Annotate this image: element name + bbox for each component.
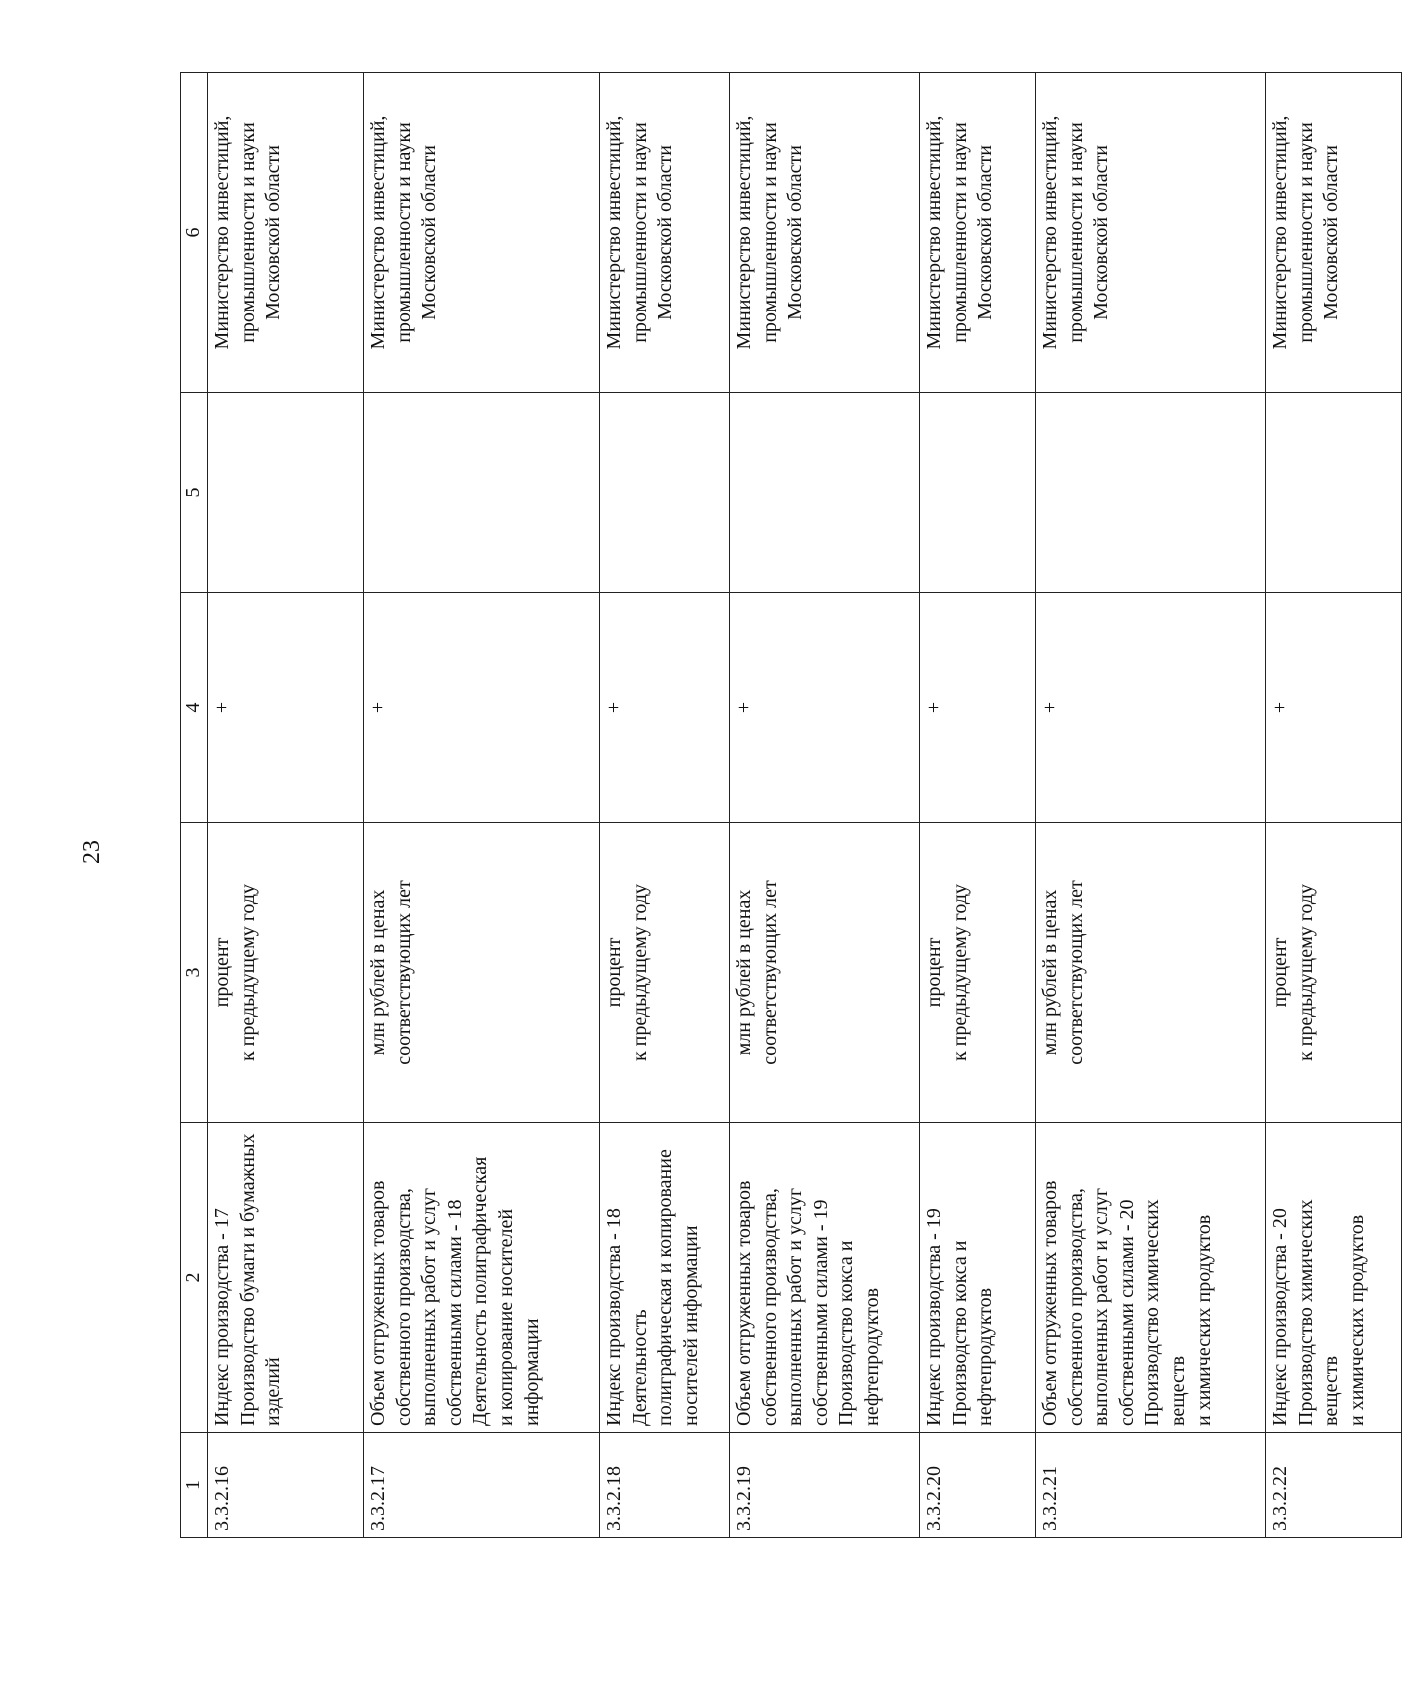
page-number-text: 23 xyxy=(79,840,105,864)
cell-line: полиграфическая и копирование xyxy=(654,1149,677,1426)
cell-line: к предыдущему году xyxy=(948,883,971,1062)
cell-line: Московской области xyxy=(262,145,285,320)
cell-line: собственного производства, xyxy=(1064,1188,1087,1426)
page-number xyxy=(72,822,112,882)
column-5-cell xyxy=(364,393,600,593)
cell-line: Министерство инвестиций, xyxy=(367,115,389,350)
unit-cell xyxy=(1266,823,1402,1123)
table-row xyxy=(1266,73,1402,1538)
indicator-name-cell xyxy=(364,1123,600,1433)
cell-line: Производство кокса и нефтепродуктов xyxy=(948,1240,997,1426)
cell-line: Московской области xyxy=(1320,145,1343,320)
mark-cell: + xyxy=(1266,593,1402,823)
indicator-table xyxy=(180,72,1402,1538)
cell-line: и химических продуктов xyxy=(1192,1214,1215,1426)
row-code-cell: 3.3.2.22 xyxy=(1266,1433,1402,1538)
cell-line: промышленности и науки xyxy=(392,122,415,343)
cell-line: собственными силами - 18 xyxy=(443,1199,466,1426)
cell-line: соответствующих лет xyxy=(392,880,415,1065)
cell-line: промышленности и науки xyxy=(1294,122,1317,343)
table-row xyxy=(730,73,920,1538)
mark-cell: + xyxy=(364,593,600,823)
cell-line: промышленности и науки xyxy=(758,122,781,343)
column-5-cell xyxy=(730,393,920,593)
cell-line: промышленности и науки xyxy=(628,122,651,343)
responsible-cell xyxy=(730,73,920,393)
cell-line: Деятельность полиграфическая xyxy=(469,1156,492,1426)
cell-line: Министерство инвестиций, xyxy=(1269,115,1291,350)
row-code-cell: 3.3.2.21 xyxy=(1036,1433,1266,1538)
responsible-cell xyxy=(208,73,364,393)
cell-line: промышленности и науки xyxy=(948,122,971,343)
cell-line: процент xyxy=(923,937,945,1008)
cell-line: выполненных работ и услуг xyxy=(784,1187,807,1426)
header-cell-5: 5 xyxy=(181,393,208,593)
cell-line: носителей информации xyxy=(679,1225,702,1426)
cell-line: процент xyxy=(1269,937,1291,1008)
responsible-cell xyxy=(600,73,730,393)
row-code-cell: 3.3.2.18 xyxy=(600,1433,730,1538)
indicator-name-cell xyxy=(208,1123,364,1433)
cell-line: промышленности и науки xyxy=(1064,122,1087,343)
table-row xyxy=(364,73,600,1538)
indicator-table-wrapper xyxy=(180,73,1368,1538)
column-5-cell xyxy=(600,393,730,593)
cell-line: к предыдущему году xyxy=(628,883,651,1062)
unit-cell xyxy=(208,823,364,1123)
cell-line: Московской области xyxy=(654,145,677,320)
cell-line: собственного производства, xyxy=(758,1188,781,1426)
cell-line: соответствующих лет xyxy=(1064,880,1087,1065)
header-cell-2: 2 xyxy=(181,1123,208,1433)
unit-cell xyxy=(920,823,1036,1123)
cell-line: процент xyxy=(603,937,625,1008)
header-cell-3: 3 xyxy=(181,823,208,1123)
cell-line: к предыдущему году xyxy=(1294,883,1317,1062)
cell-line: процент xyxy=(211,937,233,1008)
row-code-cell: 3.3.2.17 xyxy=(364,1433,600,1538)
cell-line: Индекс производства - 19 xyxy=(923,1208,945,1426)
cell-line: млн рублей в ценах xyxy=(1039,889,1061,1056)
cell-line: и копирование носителей информации xyxy=(494,1208,543,1426)
cell-line: собственного производства, xyxy=(392,1188,415,1426)
cell-line: Производство химических веществ xyxy=(1294,1199,1343,1426)
unit-cell xyxy=(730,823,920,1123)
cell-line: Московской области xyxy=(974,145,997,320)
indicator-name-cell xyxy=(1036,1123,1266,1433)
cell-line: выполненных работ и услуг xyxy=(1090,1187,1113,1426)
cell-line: и химических продуктов xyxy=(1345,1214,1368,1426)
cell-line: Производство химических веществ xyxy=(1141,1199,1189,1426)
cell-line: изделий xyxy=(262,1357,285,1426)
cell-line: Объем отгруженных товаров xyxy=(367,1180,389,1426)
cell-line: промышленности и науки xyxy=(236,122,259,343)
table-header-row xyxy=(181,73,208,1538)
cell-line: Индекс производства - 18 Деятельность xyxy=(603,1208,651,1426)
indicator-name-cell xyxy=(1266,1123,1402,1433)
cell-line: Министерство инвестиций, xyxy=(1039,115,1061,350)
cell-line: Объем отгруженных товаров xyxy=(733,1180,755,1426)
cell-line: Московской области xyxy=(784,145,807,320)
cell-line: Московской области xyxy=(1090,145,1113,320)
row-code-cell: 3.3.2.16 xyxy=(208,1433,364,1538)
responsible-cell xyxy=(920,73,1036,393)
cell-line: соответствующих лет xyxy=(758,880,781,1065)
column-5-cell xyxy=(208,393,364,593)
indicator-name-cell xyxy=(920,1123,1036,1433)
header-cell-1: 1 xyxy=(181,1433,208,1538)
table-row xyxy=(600,73,730,1538)
indicator-name-cell xyxy=(600,1123,730,1433)
cell-line: Министерство инвестиций, xyxy=(603,115,625,350)
table-row xyxy=(1036,73,1266,1538)
cell-line: Министерство инвестиций, xyxy=(733,115,755,350)
unit-cell xyxy=(364,823,600,1123)
header-cell-4: 4 xyxy=(181,593,208,823)
cell-line: Производство бумаги и бумажных xyxy=(236,1133,259,1426)
cell-line: млн рублей в ценах xyxy=(733,889,755,1056)
row-code-cell: 3.3.2.20 xyxy=(920,1433,1036,1538)
cell-line: Московской области xyxy=(418,145,441,320)
column-5-cell xyxy=(1036,393,1266,593)
cell-line: Министерство инвестиций, xyxy=(923,115,945,350)
table-row xyxy=(208,73,364,1538)
mark-cell: + xyxy=(730,593,920,823)
responsible-cell xyxy=(1036,73,1266,393)
cell-line: к предыдущему году xyxy=(236,883,259,1062)
indicator-name-cell xyxy=(730,1123,920,1433)
cell-line: Индекс производства - 17 xyxy=(211,1208,233,1426)
unit-cell xyxy=(1036,823,1266,1123)
column-5-cell xyxy=(920,393,1036,593)
cell-line: млн рублей в ценах xyxy=(367,889,389,1056)
responsible-cell xyxy=(1266,73,1402,393)
responsible-cell xyxy=(364,73,600,393)
cell-line: собственными силами - 20 xyxy=(1115,1199,1138,1426)
cell-line: Производство кокса и нефтепродуктов xyxy=(835,1240,883,1426)
cell-line: Министерство инвестиций, xyxy=(211,115,233,350)
mark-cell: + xyxy=(920,593,1036,823)
cell-line: собственными силами - 19 xyxy=(809,1199,832,1426)
table-row xyxy=(920,73,1036,1538)
mark-cell: + xyxy=(600,593,730,823)
header-cell-6: 6 xyxy=(181,73,208,393)
mark-cell: + xyxy=(208,593,364,823)
mark-cell: + xyxy=(1036,593,1266,823)
cell-line: выполненных работ и услуг xyxy=(418,1187,441,1426)
cell-line: Объем отгруженных товаров xyxy=(1039,1180,1061,1426)
row-code-cell: 3.3.2.19 xyxy=(730,1433,920,1538)
unit-cell xyxy=(600,823,730,1123)
cell-line: Индекс производства - 20 xyxy=(1269,1208,1291,1426)
column-5-cell xyxy=(1266,393,1402,593)
